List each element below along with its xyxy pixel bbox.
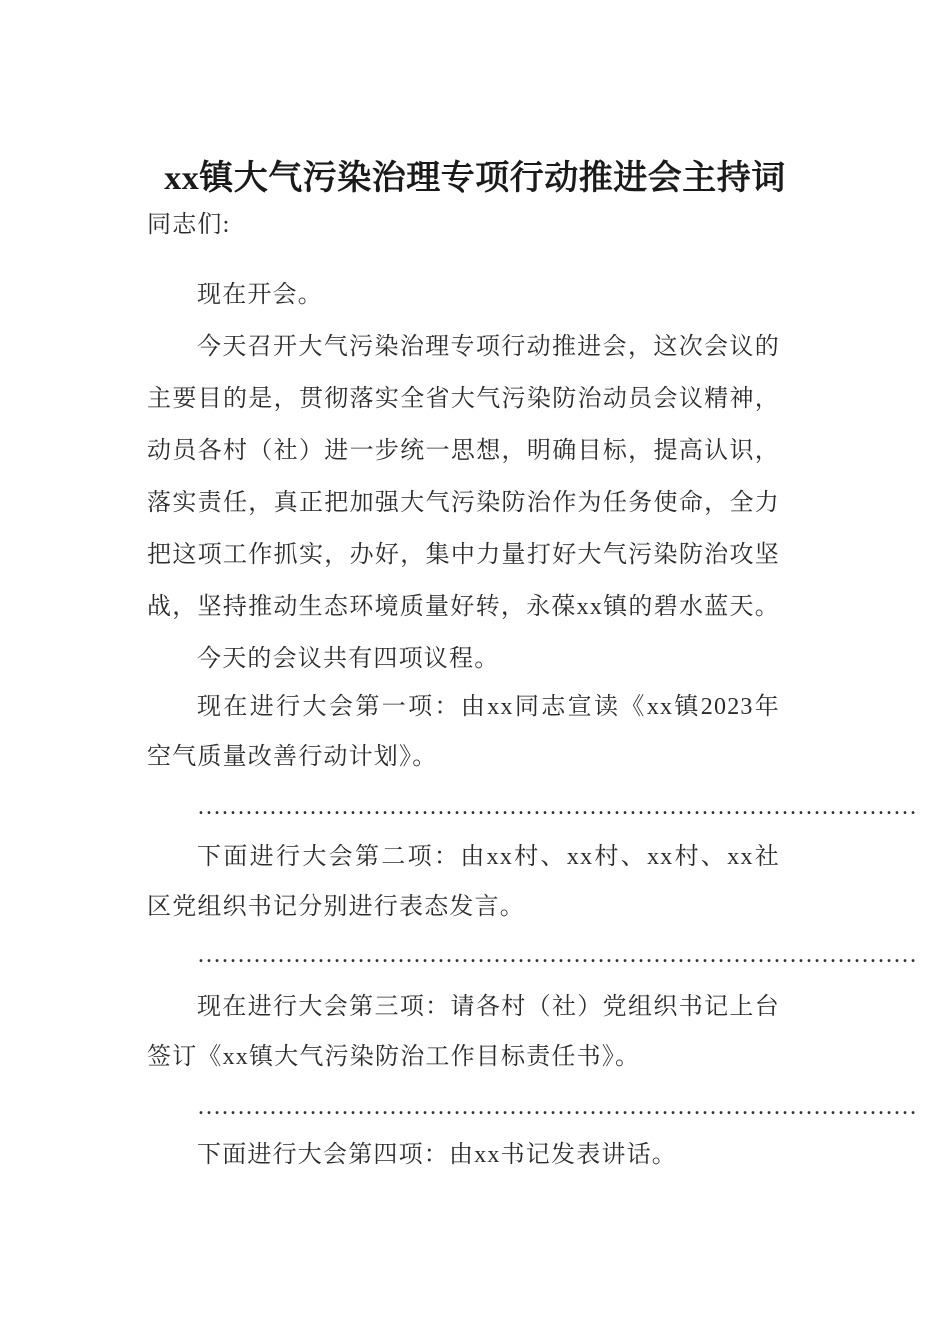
paragraph-line: 下面进行大会第二项：由xx村、xx村、xx村、xx社: [197, 844, 780, 870]
document-title: xx镇大气污染治理专项行动推进会主持词: [164, 160, 786, 197]
ellipsis-divider: ………………………………………………………………………………: [197, 794, 917, 820]
paragraph-line: 下面进行大会第四项：由xx书记发表讲话。: [197, 1142, 677, 1168]
paragraph-line: 现在进行大会第一项：由xx同志宣读《xx镇2023年: [197, 694, 780, 720]
paragraph-line: 区党组织书记分别进行表态发言。: [147, 894, 525, 920]
salutation: 同志们:: [147, 212, 231, 238]
ellipsis-divider: ………………………………………………………………………………: [197, 1094, 917, 1120]
paragraph-agenda: 今天的会议共有四项议程。: [197, 646, 500, 672]
ellipsis-divider: ………………………………………………………………………………: [197, 942, 917, 968]
paragraph-line: 主要目的是，贯彻落实全省大气污染防治动员会议精神，: [147, 386, 780, 412]
paragraph-line: 落实责任，真正把加强大气污染防治作为任务使命，全力: [147, 490, 780, 516]
paragraph-line: 战，坚持推动生态环境质量好转，永葆xx镇的碧水蓝天。: [147, 594, 780, 620]
paragraph-line: 把这项工作抓实，办好，集中力量打好大气污染防治攻坚: [147, 542, 780, 568]
paragraph-open: 现在开会。: [197, 282, 323, 308]
paragraph-line: 签订《xx镇大气污染防治工作目标责任书》。: [147, 1044, 641, 1070]
paragraph-line: 现在进行大会第三项：请各村（社）党组织书记上台: [197, 994, 780, 1020]
paragraph-line: 动员各村（社）进一步统一思想，明确目标，提高认识，: [147, 438, 780, 464]
document-body: [147, 205, 917, 1187]
paragraph-line: 今天召开大气污染治理专项行动推进会，这次会议的: [197, 334, 780, 360]
paragraph-line: 空气质量改善行动计划》。: [147, 744, 438, 770]
